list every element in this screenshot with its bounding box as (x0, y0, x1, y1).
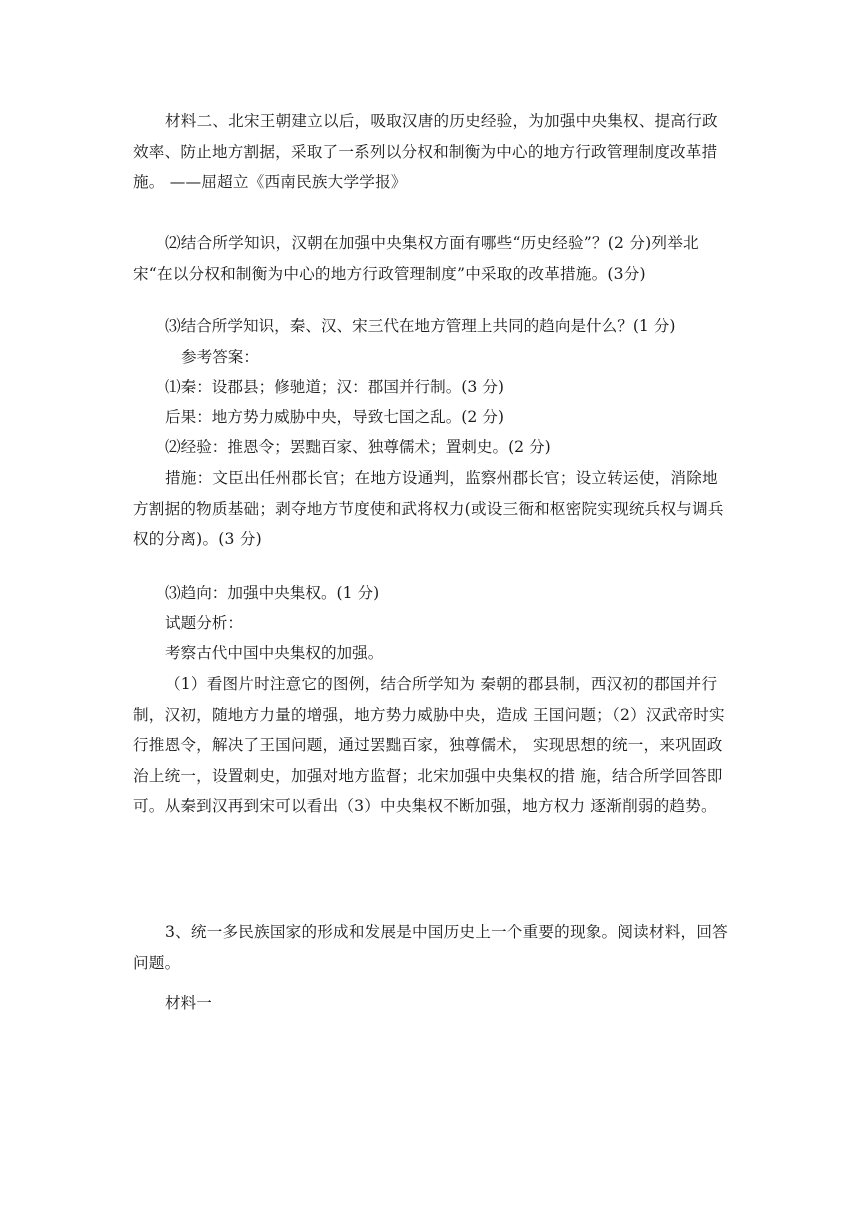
answer-2-line: ⑵经验：推恩令；罢黜百家、独尊儒术；置刺史。(2 分) (165, 438, 551, 456)
analysis-topic-line: 考察古代中国中央集权的加强。 (165, 644, 384, 662)
answer-1-result-line: 后果：地方势力威胁中央，导致七国之乱。(2 分) (165, 408, 504, 426)
question-2-paragraph: ⑵结合所学知识，汉朝在加强中央集权方面有哪些“历史经验”？(2 分)列举北宋“在以分权和制衡为中心的地方行政管理制度”中采取的改革措施。(3分) (133, 234, 699, 283)
answer-2-measures-paragraph: 措施：文臣出任州郡长官；在地方设通判，监察州郡长官；设立转运使，消除地方割据的物质基础；剥夺地方节度使和武将权力(或设三衙和枢密院实现统兵权与调兵权的分离)。(3 分) (133, 469, 724, 548)
question-3-intro-paragraph: 3、统一多民族国家的形成和发展是中国历史上一个重要的现象。阅读材料，回答问题。 (133, 923, 728, 972)
answer-3-line: ⑶趋向：加强中央集权。(1 分) (165, 584, 380, 602)
answer-label: 参考答案： (181, 348, 259, 366)
material-one-label: 材料一 (165, 994, 212, 1012)
analysis-body-paragraph: （1）看图片时注意它的图例，结合所学知为 秦朝的郡县制，西汉初的郡国并行制，汉初，随地方力量的增强，地方势力威胁中央，造成 王国问题；（2）汉武帝时实行推恩令，解决了王国问题，通过罢黜百家，独尊儒术， 实现思想的统一，来巩固政治上统一，设置刺史，加强对地方监督；北宋加强中央集权的措 施，结合所学回答即可。从秦到汉再到宋可以看出（3）中央集权不断加强，地方权力 逐渐削弱的趋势。 (133, 675, 725, 815)
material-two-paragraph: 材料二、北宋王朝建立以后，吸取汉唐的历史经验，为加强中央集权、提高行政效率、防止地方割据，采取了一系列以分权和制衡为中心的地方行政管理制度改革措施。 ——屈超立《西南民族大学学报》 (133, 112, 718, 191)
analysis-label: 试题分析： (165, 614, 243, 632)
question-3-line: ⑶结合所学知识，秦、汉、宋三代在地方管理上共同的趋向是什么？(1 分) (165, 317, 676, 335)
answer-1-line: ⑴秦：设郡县；修驰道；汉：郡国并行制。(3 分) (165, 378, 504, 396)
